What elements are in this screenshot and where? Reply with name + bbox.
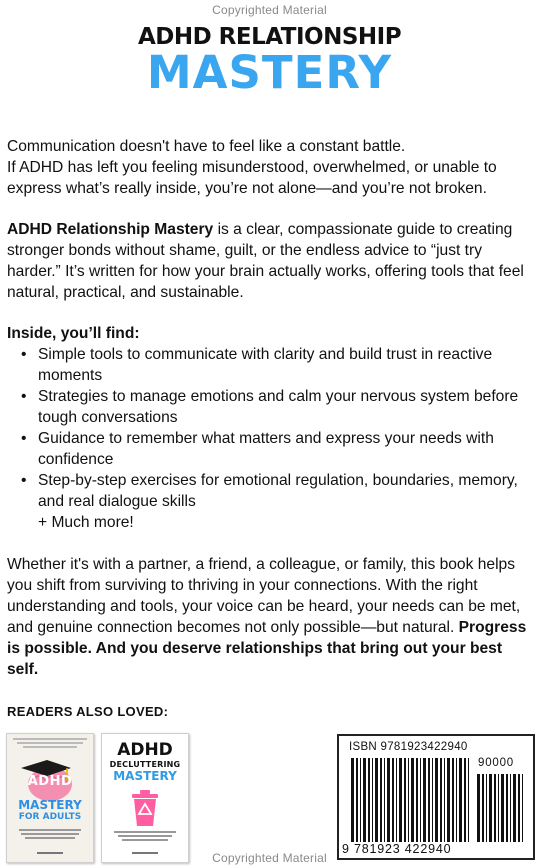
barcode-bar [392,758,394,842]
book2-title-line1: ADHD [117,740,173,760]
barcode-bar [423,758,426,842]
barcode-bar [372,758,373,842]
copyright-watermark-top: Copyrighted Material [212,3,327,17]
barcode-addon-digits: 90000 [478,757,514,769]
barcode-bar [464,758,466,842]
barcode-bar [440,758,442,842]
book1-title-line3: FOR ADULTS [18,812,82,822]
barcode-bar [510,774,511,842]
barcode-bar [456,758,457,842]
list-item-text: Step-by-step exercises for emotional regulation, boundaries, memory, and real dialogue skills [38,472,518,510]
list-item-text: Guidance to remember what matters and express your needs with confidence [38,430,494,468]
readers-also-loved-heading: READERS ALSO LOVED: [7,704,169,719]
barcode-bar [411,758,414,842]
intro-paragraph [7,136,533,199]
barcode-bar [420,758,421,842]
description-text: is a clear, compassionate guide to creating stronger bonds without shame, guilt, or the endless advice to “just try harder.” It’s written for how your brain actually works, offering tools that feel natural, practical, and sustainable. [7,221,524,301]
intro-line-1: Communication doesn't have to feel like a constant battle. [7,138,406,155]
barcode-bar [494,774,496,842]
barcode-bar [513,774,516,842]
book-thumbnail-adhd-mastery-for-adults[interactable] [6,733,94,863]
book1-text-lines [7,734,93,862]
list-item [7,428,533,470]
barcode-bar [428,758,430,842]
barcode-bar [482,774,484,842]
barcode-bar [522,774,523,842]
barcode-bar [356,758,358,842]
barcode-digits: 9 781923 422940 [342,842,452,856]
barcode-bar [506,774,508,842]
bullet-icon: • [21,388,27,405]
book1-title-line2: MASTERY [18,798,82,812]
copyright-watermark-bottom: Copyrighted Material [212,851,327,865]
barcode-bar [486,774,487,842]
barcode-bar [360,758,361,842]
barcode-icon [339,736,533,858]
inside-heading: Inside, you’ll find: [7,325,140,342]
barcode-bar [477,774,480,842]
barcode-bar [384,758,385,842]
barcode-bar [380,758,382,842]
barcode-bar [408,758,409,842]
barcode-bar [447,758,450,842]
barcode-bar [518,774,520,842]
title-line-2: MASTERY [146,46,393,99]
isbn-barcode [337,734,535,860]
bullet-icon: • [21,472,27,489]
book2-title-line3: MASTERY [113,769,177,783]
description-bold-title: ADHD Relationship Mastery [7,221,214,238]
feature-list [7,344,533,533]
barcode-bar [468,758,469,842]
description-paragraph [7,219,533,303]
bullet-icon: • [21,346,27,363]
barcode-bar [396,758,397,842]
much-more-text: + Much more! [38,514,134,531]
list-item [7,386,533,428]
title-line-1: ADHD RELATIONSHIP [137,24,402,50]
list-item-text: Simple tools to communicate with clarity and build trust in reactive moments [38,346,493,384]
barcode-bar [399,758,402,842]
book-thumbnail-adhd-decluttering-mastery[interactable] [101,733,189,863]
barcode-bar [375,758,378,842]
barcode-bar [459,758,462,842]
book2-title-line2: DECLUTTERING [109,760,181,769]
closing-paragraph [7,554,533,680]
barcode-bar [432,758,433,842]
list-item-text: Strategies to manage emotions and calm your nervous system before tough conversations [38,388,519,426]
list-item [7,344,533,386]
barcode-bar [363,758,366,842]
barcode-bar [501,774,504,842]
barcode-bar [387,758,390,842]
list-item [7,470,533,512]
barcode-bar [498,774,499,842]
bullet-icon: • [21,430,27,447]
closing-bold-text: Progress is possible. And you deserve relationships that bring out your best self. [7,619,527,678]
barcode-bar [489,774,492,842]
barcode-bar [452,758,454,842]
barcode-bar [416,758,418,842]
intro-line-2: If ADHD has left you feeling misunderstood, overwhelmed, or unable to express what’s really inside, you’re not alone—and you’re not broken. [7,159,497,197]
isbn-label: ISBN 9781923422940 [349,741,468,753]
barcode-bar [444,758,445,842]
barcode-bar [404,758,406,842]
closing-text: Whether it's with a partner, a friend, a colleague, or family, this book helps you shift from surviving to thriving in your connections. With the right understanding and tools, your voice can be heard, your needs can be met, and genuine connection becomes not only possible—but natural. [7,556,521,636]
barcode-bar [435,758,438,842]
barcode-bar [368,758,370,842]
barcode-bar [351,758,354,842]
book1-title-line1: ADHD [27,774,73,789]
